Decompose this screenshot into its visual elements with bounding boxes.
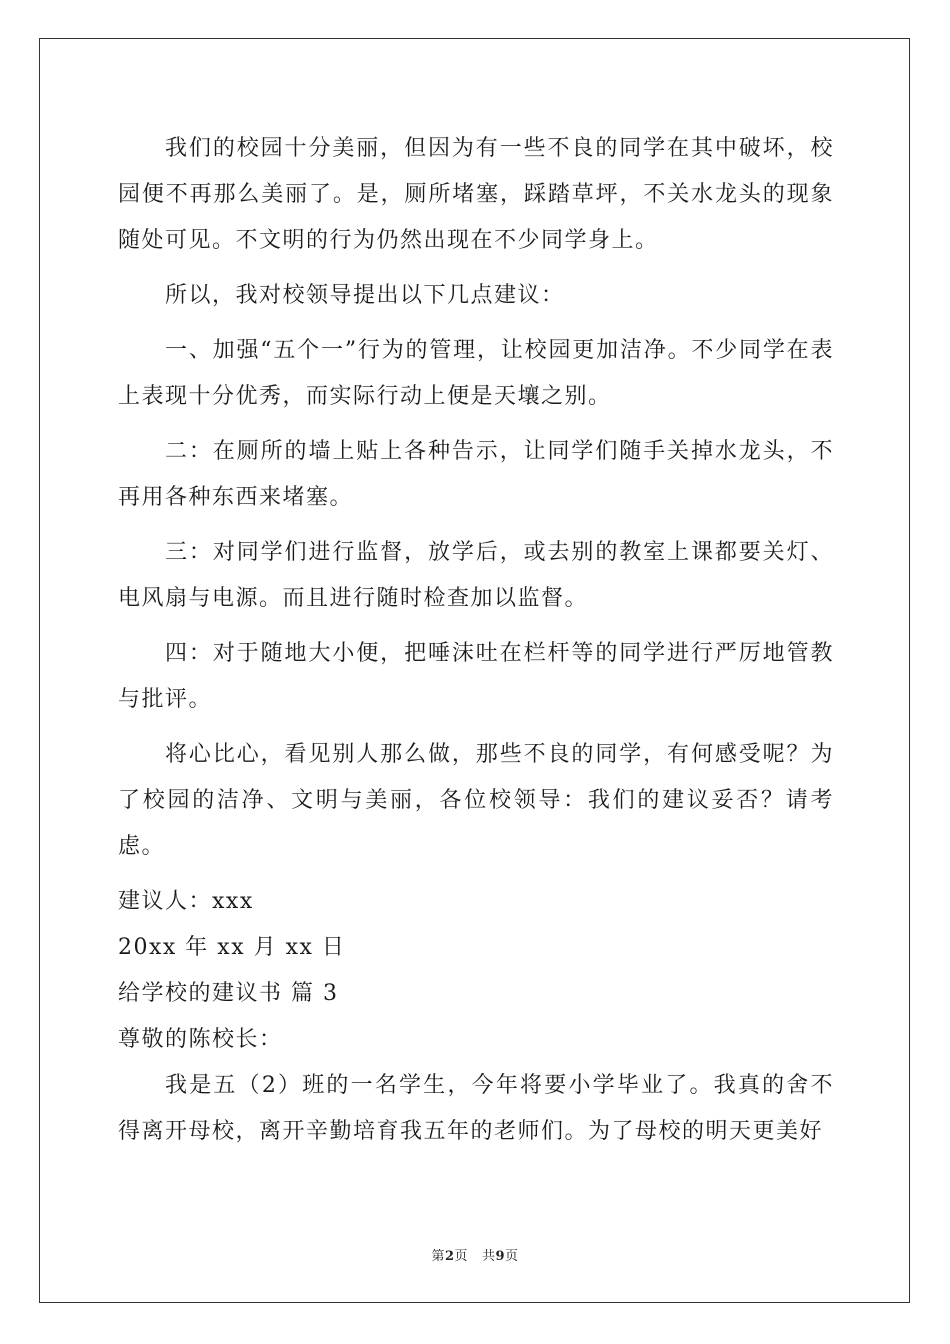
paragraph-2: 所以，我对校领导提出以下几点建议： bbox=[165, 283, 565, 308]
salutation: 尊敬的陈校长： bbox=[118, 1027, 283, 1052]
paragraph-3: 一、加强“五个一”行为的管理，让校园更加洁净。不少同学在表上表现十分优秀，而实际行动上便是天壤之别。 bbox=[118, 338, 834, 409]
footer-page-prefix: 第 bbox=[431, 1249, 445, 1264]
footer-page-number: 2 bbox=[444, 1249, 455, 1264]
paragraph-4: 二：在厕所的墙上贴上各种告示，让同学们随手关掉水龙头，不再用各种东西来堵塞。 bbox=[118, 439, 834, 510]
date: 20xx 年 xx 月 xx 日 bbox=[118, 935, 346, 960]
paragraph-6: 四：对于随地大小便，把唾沫吐在栏杆等的同学进行严厉地管教与批评。 bbox=[118, 641, 834, 712]
footer-total-pages: 9 bbox=[495, 1249, 506, 1264]
paragraph-5: 三：对同学们进行监督，放学后，或去别的教室上课都要关灯、电风扇与电源。而且进行随时检查加以监督。 bbox=[118, 540, 834, 611]
footer-page-suffix: 页 bbox=[454, 1249, 469, 1264]
footer-total-suffix: 页 bbox=[505, 1249, 519, 1264]
document-body bbox=[118, 126, 834, 1164]
paragraph-7: 将心比心，看见别人那么做，那些不良的同学，有何感受呢？为了校园的洁净、文明与美丽，各位校领导：我们的建议妥否？请考虑。 bbox=[118, 742, 834, 859]
footer-total-prefix: 共 bbox=[481, 1249, 496, 1264]
page-footer bbox=[0, 1245, 950, 1264]
section-title: 给学校的建议书 篇 3 bbox=[118, 981, 339, 1006]
letter-body-start: 我是五（2）班的一名学生，今年将要小学毕业了。我真的舍不得离开母校，离开辛勤培育我五年的老师们。为了母校的明天更美好 bbox=[118, 1073, 834, 1144]
paragraph-1: 我们的校园十分美丽，但因为有一些不良的同学在其中破坏，校园便不再那么美丽了。是，厕所堵塞，踩踏草坪，不关水龙头的现象随处可见。不文明的行为仍然出现在不少同学身上。 bbox=[118, 136, 834, 253]
signature: 建议人：xxx bbox=[118, 889, 254, 914]
